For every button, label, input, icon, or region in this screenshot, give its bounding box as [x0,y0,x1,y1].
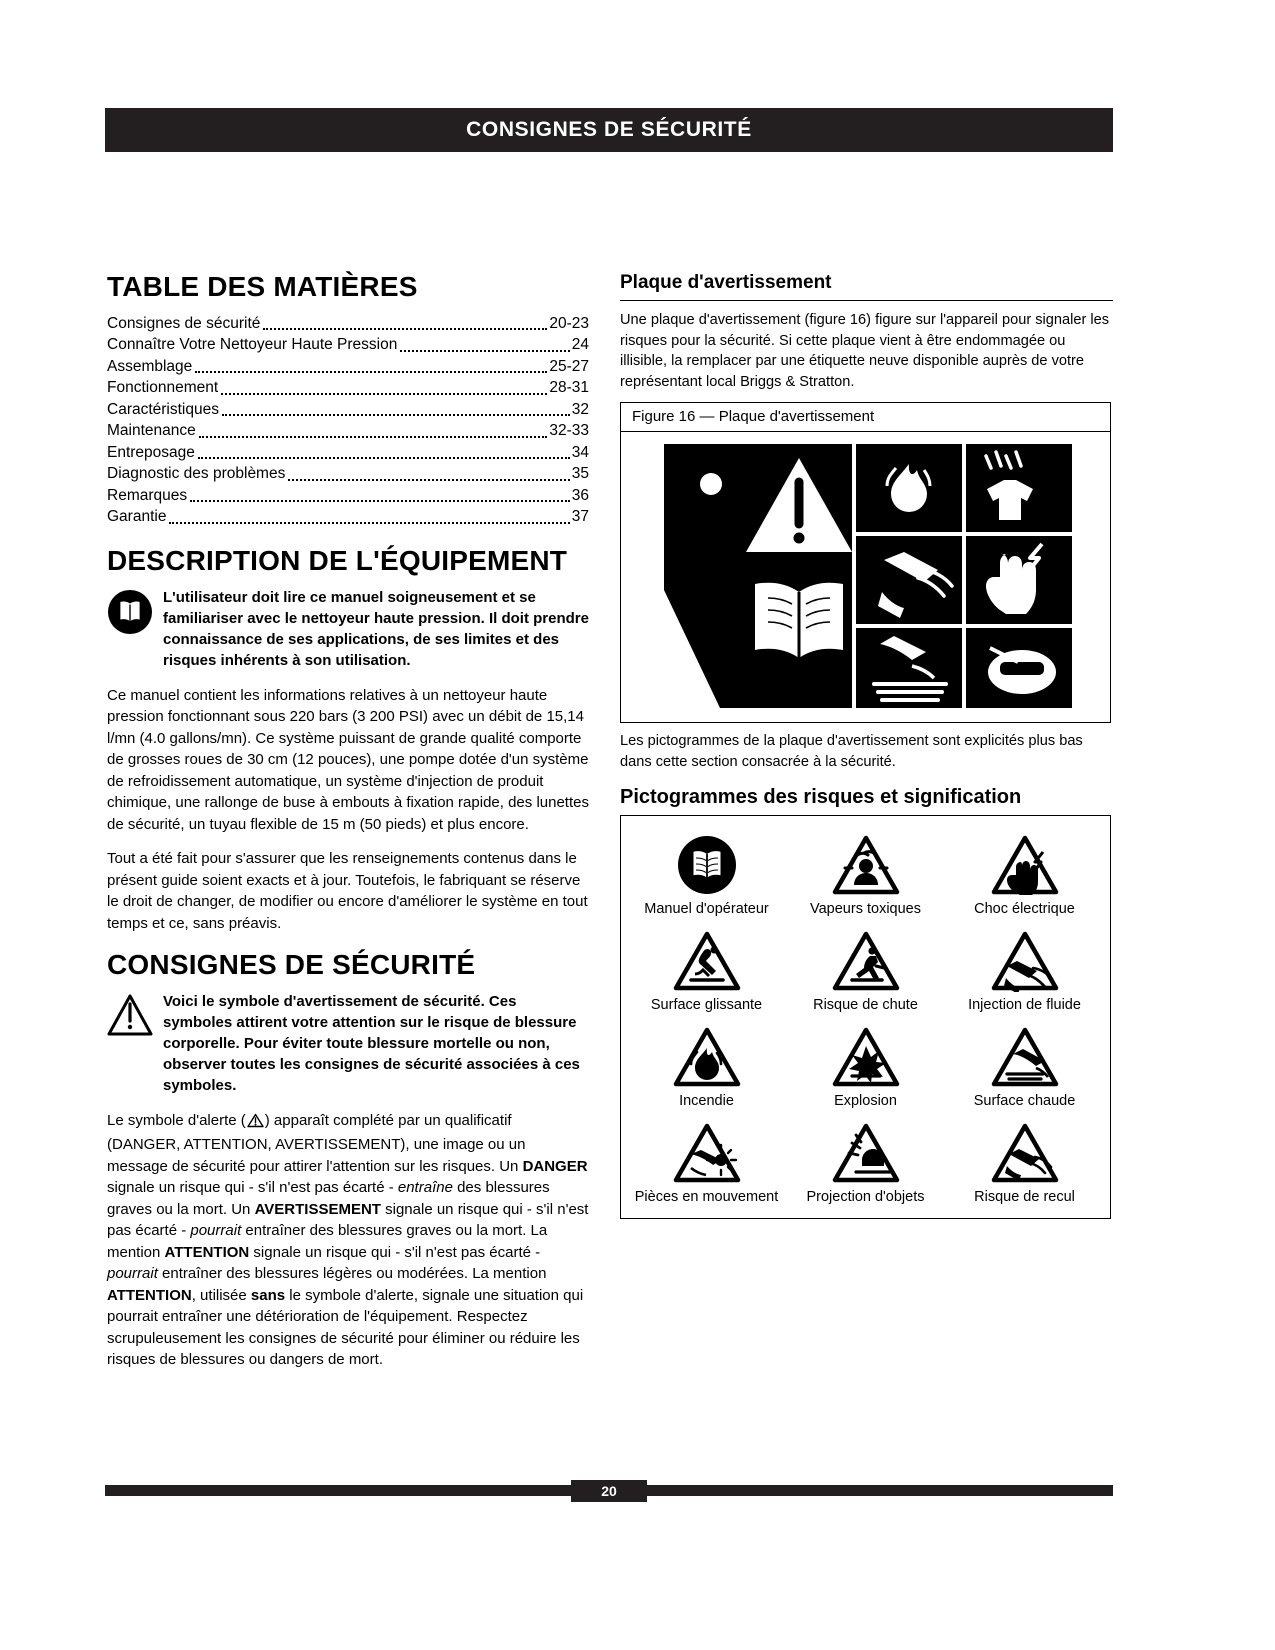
pictogram-label: Pièces en mouvement [634,1189,779,1205]
pictograms-heading: Pictogrammes des risques et signification [620,786,1022,808]
toc-leader [169,521,569,524]
toc-row [107,506,589,528]
fall-hazard-icon [832,926,900,992]
figure-16 [620,402,1111,723]
safety-callout-text: Voici le symbole d'avertissement de sécurité. Ces symboles attirent votre attention sur le risque de blessure corporelle. Pour éviter toute blessure mortelle ou non, observer toutes les consignes de sécurité associées à ces symboles. [163,992,580,1094]
pictogram-label: Injection de fluide [968,997,1081,1013]
pictogram-label: Projection d'objets [806,1189,925,1205]
page-footer [105,1480,1113,1502]
toc-row [107,356,589,378]
warning-triangle-inline-icon [247,1113,264,1135]
pictogram-item [627,830,786,918]
page-number: 20 [601,1483,617,1499]
toc-label: Consignes de sécurité [107,314,261,332]
page-header-title: CONSIGNES DE SÉCURITÉ [466,118,752,141]
toc-leader [400,349,569,352]
toc-row [107,377,589,399]
toc-label: Garantie [107,508,167,526]
placard-after-text: Les pictogrammes de la plaque d'avertissement sont explicités plus bas dans cette section consacrée à la sécurité. [620,733,1083,770]
pictogram-label: Surface chaude [973,1093,1076,1109]
keyword-avertissement: AVERTISSEMENT [254,1200,381,1218]
safety-heading: CONSIGNES DE SÉCURITÉ [107,949,476,981]
placard-heading-rule [620,300,1113,301]
fluid-injection-icon [991,926,1059,992]
toc-row [107,485,589,507]
moving-parts-icon [673,1118,741,1184]
pictogram-item [786,1022,945,1110]
toc-label: Maintenance [107,422,196,440]
toc-page: 34 [571,443,589,461]
toc-page: 36 [571,486,589,504]
safety-para-9: le symbole d'alerte, signale une situation qui pourrait entraîner une détérioration de l'équipement. Respectez scrupuleusement les consignes de sécurité pour éliminer ou réduire les risques de blessures ou dangers de mort. [107,1286,584,1369]
toc-row [107,399,589,421]
safety-definitions-paragraph [107,1110,589,1371]
footer-rule-right [647,1485,1113,1496]
safety-callout [107,991,589,1096]
description-paragraph-2: Tout a été fait pour s'assurer que les renseignements contenus dans le présent guide soient exacts et à jour. Toutefois, le fabriquant se réserve le droit de changer, de modifier ou encore d'améliorer le système en tout temps et ce, sans préavis. [107,850,588,932]
safety-para-6: signale un risque qui - s'il n'est pas écarté - [249,1243,541,1261]
toc-leader [221,392,547,395]
pictogram-label: Risque de chute [813,997,918,1013]
toc-row [107,313,589,335]
toxic-fumes-icon [832,830,900,896]
toc-page: 24 [571,336,589,354]
safety-para-3: des blessures graves ou la mort. Un [107,1179,550,1218]
pictogram-label: Vapeurs toxiques [810,901,921,917]
pictogram-item [945,1022,1104,1110]
toc-heading: TABLE DES MATIÈRES [107,271,418,302]
warning-triangle-icon [107,991,153,1042]
pictogram-label: Surface glissante [650,997,763,1013]
electric-shock-icon [991,830,1059,896]
toc-page: 37 [571,508,589,526]
toc-page: 28-31 [549,379,589,397]
safety-para-5: entraîner des blessures graves ou la mort. La mention [107,1222,548,1261]
pictogram-item [945,830,1104,918]
table-of-contents [107,313,589,528]
pictogram-item [627,1022,786,1110]
placard-intro: Une plaque d'avertissement (figure 16) figure sur l'appareil pour signaler les risques pour la sécurité. Si cette plaque vient à être endommagée ou illisible, la remplacer par une étiquette neuve disponible auprès de votre représentant local Briggs & Stratton. [620,312,1110,390]
keyword-entraine: entraîne [397,1179,453,1197]
keyword-danger: DANGER [522,1157,588,1175]
toc-row [107,442,589,464]
toc-leader [222,413,570,416]
safety-para-4: signale un risque qui - s'il n'est pas écarté - [107,1200,589,1240]
safety-para-8: , utilisée [191,1286,251,1304]
toc-page: 32-33 [549,422,589,440]
toc-page: 20-23 [549,314,589,332]
placard-heading: Plaque d'avertissement [620,272,832,293]
toc-row [107,463,589,485]
right-column [620,272,1113,1219]
pictogram-label: Choc électrique [974,901,1075,917]
keyword-pourrait-1: pourrait [190,1222,242,1240]
footer-rule-left [105,1485,571,1496]
toc-label: Assemblage [107,357,193,375]
toc-leader [199,435,548,438]
safety-para-1b: ) apparaît complété par un qualificatif (DANGER, ATTENTION, AVERTISSEMENT), une image ou un message de sécurité pour attirer l'attention sur les risques. Un [107,1111,526,1175]
keyword-sans: sans [250,1286,286,1304]
safety-para-7: entraîner des blessures légères ou modérées. La mention [157,1265,547,1283]
toc-label: Caractéristiques [107,400,219,418]
manual-book-icon [674,830,740,896]
fire-icon [673,1022,741,1088]
toc-leader [288,478,569,481]
toc-label: Remarques [107,486,188,504]
toc-label: Diagnostic des problèmes [107,465,286,483]
slippery-surface-icon [673,926,741,992]
toc-leader [198,456,570,459]
description-paragraph-1: Ce manuel contient les informations relatives à un nettoyeur haute pression fonctionnant sous 220 bars (3 200 PSI) avec un débit de 15,14 l/mn (4.0 gallons/mn). Ce système puissant de grande qualité comporte de grosses roues de 30 cm (12 pouces), une pompe dotée d'un système de refroidissement automatique, un système d'injection de produit chimique, une rallonge de buse à embouts à fixation rapide, des lunettes de sécurité, un tuyau flexible de 15 m (50 pieds) et plus encore. [107,686,589,833]
pictogram-item [627,1118,786,1206]
page-header-bar [105,108,1113,152]
toc-page: 35 [571,465,589,483]
toc-leader [263,327,547,330]
toc-leader [195,370,547,373]
figure-16-caption: Figure 16 — Plaque d'avertissement [621,403,1110,432]
explosion-icon [832,1022,900,1088]
kickback-icon [991,1118,1059,1184]
pictogram-item [945,1118,1104,1206]
pictograms-table [620,815,1111,1219]
toc-row [107,334,589,356]
toc-label: Entreposage [107,443,195,461]
pictograms-grid [627,830,1104,1206]
pictogram-item [786,830,945,918]
page-number-box [571,1480,647,1502]
toc-leader [190,499,570,502]
warning-placard-image [621,432,1110,722]
pictogram-label: Risque de recul [974,1189,1075,1205]
keyword-attention-1: ATTENTION [164,1243,250,1261]
keyword-attention-2: ATTENTION [107,1286,192,1304]
description-heading: DESCRIPTION DE L'ÉQUIPEMENT [107,544,568,576]
toc-row [107,420,589,442]
keyword-pourrait-2: pourrait [107,1265,158,1283]
safety-para-2: signale un risque qui - s'il n'est pas écarté - [107,1179,398,1197]
manual-book-icon [107,587,153,640]
toc-page: 25-27 [549,357,589,375]
pictogram-item [945,926,1104,1014]
pictogram-item [786,926,945,1014]
pictogram-label: Explosion [834,1093,897,1109]
flying-objects-icon [832,1118,900,1184]
left-column [107,272,589,1384]
manual-callout-text: L'utilisateur doit lire ce manuel soigneusement et se familiariser avec le nettoyeur haute pression. Il doit prendre connaissance de ses applications, de ses limites et des risques inhérents à son utilisation. [163,588,589,669]
toc-page: 32 [571,400,589,418]
pictogram-label: Manuel d'opérateur [644,901,769,917]
toc-label: Fonctionnement [107,379,219,397]
pictogram-item [627,926,786,1014]
safety-para-1a: Le symbole d'alerte ( [107,1111,246,1129]
toc-label: Connaître Votre Nettoyeur Haute Pression [107,336,398,354]
hot-surface-icon [991,1022,1059,1088]
manual-callout [107,587,589,671]
pictogram-label: Incendie [679,1093,734,1109]
pictogram-item [786,1118,945,1206]
